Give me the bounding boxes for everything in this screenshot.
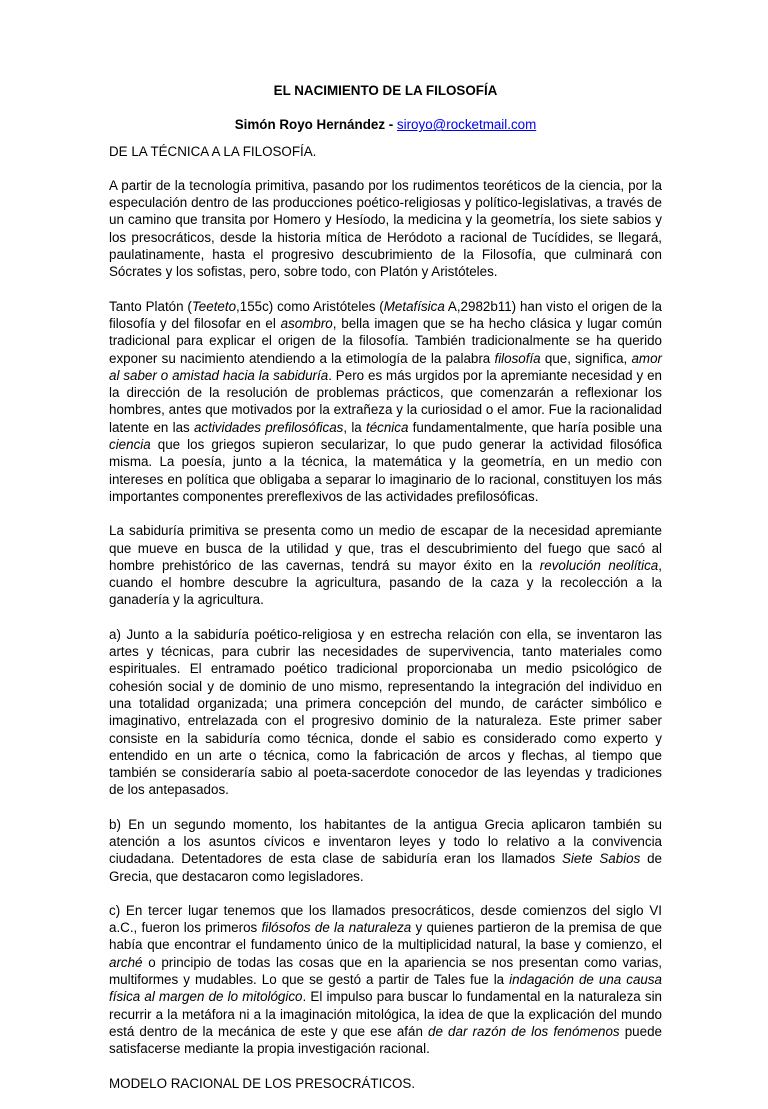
document-title: EL NACIMIENTO DE LA FILOSOFÍA: [273, 83, 498, 98]
author-line: [109, 116, 662, 133]
paragraph-4: a) Junto a la sabiduría poético-religiosa y en estrecha relación con ella, se inventaron las artes y técnicas, para cubrir las necesidades de supervivencia, tanto materiales como espirituales. El entramado poético tradicional proporcionaba un medio psicológico de cohesión social y de dominio de uno mismo, representando la integración del individuo en una totalidad organizada; una primera concepción del mundo, de carácter simbólico e imaginativo, entrelazada con el progresivo dominio de la naturaleza. Este primer saber consiste en la sabiduría como técnica, donde el sabio es considerado como experto y entendido en un arte o técnica, como la fabricación de arcos y flechas, al tiempo que también se consideraría sabio al poeta-sacerdote conocedor de las leyendas y tradiciones de los antepasados.: [109, 626, 662, 798]
section-heading-modelo: MODELO RACIONAL DE LOS PRESOCRÁTICOS.: [109, 1075, 416, 1091]
author-email-link[interactable]: siroyo@rocketmail.com: [396, 117, 537, 133]
paragraph-2: Tanto Platón (Teeteto,155c) como Aristóteles (Metafísica A,2982b11) han visto el origen de la filosofía y del filosofar en el asombro, bella imagen que se ha hecho clásica y lugar común tradicional para explicar el origen de la filosofía. También tradicionalmente se ha querido exponer su nacimiento atendiendo a la etimología de la palabra filosofía que, significa, amor al saber o amistad hacia la sabiduría. Pero es más urgidos por la apremiante necesidad y en la dirección de la resolución de problemas prácticos, que comenzarán a reflexionar los hombres, antes que motivados por la extrañeza y la curiosidad o el amor. Fue la racionalidad latente en las actividades prefilosóficas, la técnica fundamentalmente, que haría posible una ciencia que los griegos supieron secularizar, lo que pudo generar la actividad filosófica misma. La poesía, junto a la técnica, la matemática y la geometría, en un medio con intereses en política que obligaba a separar lo imaginario de lo racional, constituyen los más importantes componentes prereflexivos de las actividades prefilosóficas.: [109, 298, 663, 504]
author-name: Simón Royo Hernández -: [234, 117, 397, 133]
paragraph-6: c) En tercer lugar tenemos que los llamados presocráticos, desde comienzos del siglo VI a.C., fueron los primeros filósofos de la naturaleza y quienes partieron de la premisa de que había que encontrar el fundamento único de la multiplicidad natural, la base y comienzo, el arché o principio de todas las cosas que en la apariencia se nos presentan como varias, multiformes y mudables. Lo que se gestó a partir de Tales fue la indagación de una causa física al margen de lo mitológico. El impulso para buscar lo fundamental en la naturaleza sin recurrir a la metáfora ni a la imaginación mitológica, la idea de que la explicación del mundo está dentro de la mecánica de este y que ese afán de dar razón de los fenómenos puede satisfacerse mediante la propia investigación racional.: [109, 902, 663, 1057]
paragraph-1: A partir de la tecnología primitiva, pasando por los rudimentos teoréticos de la ciencia, por la especulación dentro de las producciones poético-religiosas y político-legislativas, a través de un camino que transita por Homero y Hesíodo, la medicina y la geometría, los siete sabios y los presocráticos, desde la historia mítica de Heródoto a racional de Tucídides, se llegará, paulatinamente, hasta el progresivo descubrimiento de la Filosofía, que culminará con Sócrates y los sofistas, pero, sobre todo, con Platón y Aristóteles.: [109, 177, 662, 280]
document-page: [109, 74, 662, 1109]
paragraph-5: b) En un segundo momento, los habitantes de la antigua Grecia aplicaron también su atención a los asuntos cívicos e inventaron leyes y todo lo relativo a la convivencia ciudadana. Detentadores de esta clase de sabiduría eran los llamados Siete Sabios de Grecia, que destacaron como legisladores.: [109, 816, 662, 884]
paragraph-3: La sabiduría primitiva se presenta como un medio de escapar de la necesidad apremiante que mueve en busca de la utilidad y que, tras el descubrimiento del fuego que sacó al hombre prehistórico de las cavernas, tendrá su mayor éxito en la revolución neolítica, cuando el hombre descubre la agricultura, pasando de la caza y la recolección a la ganadería y la agricultura.: [109, 523, 662, 608]
section-heading-tecnica: DE LA TÉCNICA A LA FILOSOFÍA.: [109, 143, 317, 159]
